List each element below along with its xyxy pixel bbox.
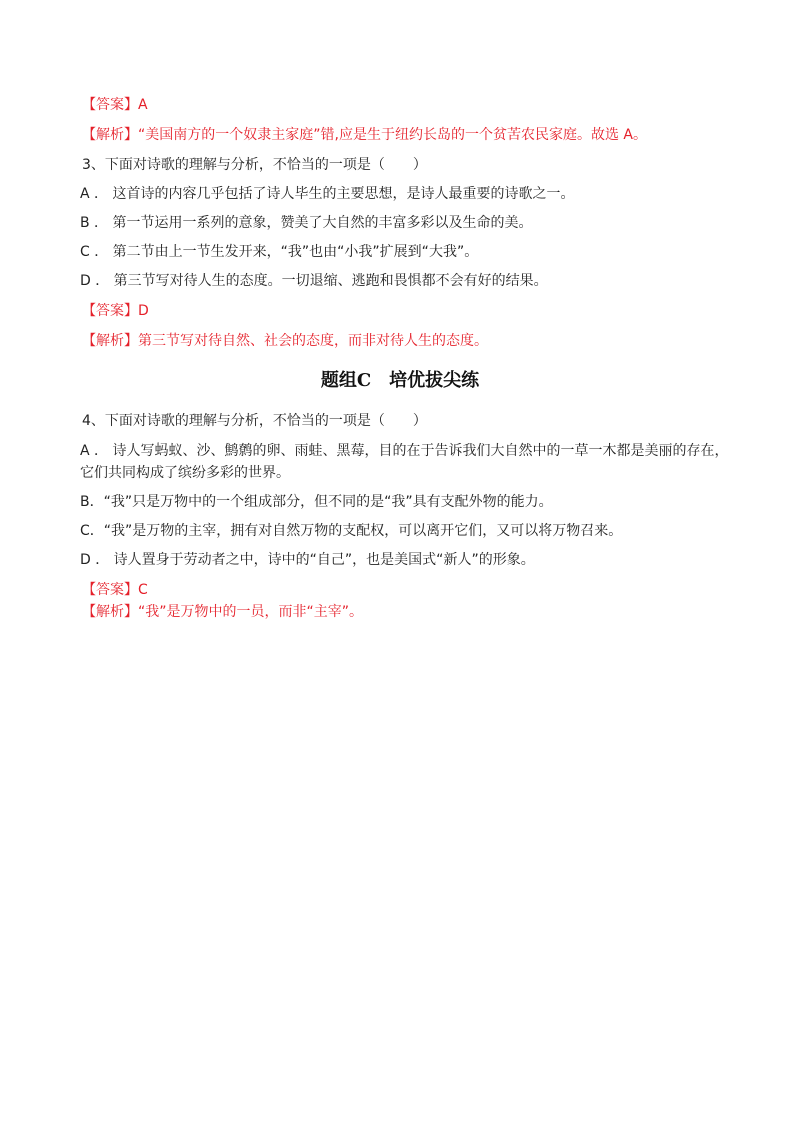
q4-analysis xyxy=(82,601,363,623)
analysis-tag: 【解析】 xyxy=(82,604,138,620)
q4-option-a-cont: 它们共同构成了缤纷多彩的世界。 xyxy=(80,465,290,481)
q3-question: 3、下面对诗歌的理解与分析，不恰当的一项是（ ） xyxy=(82,157,427,173)
q4-option-b: B．“我”只是万物中的一个组成部分，但不同的是“我”具有支配外物的能力。 xyxy=(80,494,553,510)
answer-value: A xyxy=(138,97,148,113)
analysis-text: “我”是万物中的一员，而非“主宰”。 xyxy=(138,604,364,620)
q3-analysis xyxy=(82,330,488,352)
q2-answer xyxy=(82,94,148,116)
analysis-tag: 【解析】 xyxy=(82,127,138,143)
analysis-text: 第三节写对待自然、社会的态度，而非对待人生的态度。 xyxy=(138,333,488,349)
q4-option-d: D ． 诗人置身于劳动者之中，诗中的“自己”，也是美国式“新人”的形象。 xyxy=(80,552,535,568)
q4-question: 4、下面对诗歌的理解与分析，不恰当的一项是（ ） xyxy=(82,413,427,429)
answer-value: D xyxy=(138,303,149,319)
q2-analysis xyxy=(82,124,647,146)
q4-option-a: A ． 诗人写蚂蚁、沙、鹪鹩的卵、雨蛙、黑莓，目的在于告诉我们大自然中的一草一木都是美丽的存在， xyxy=(80,443,729,459)
q4-option-c: C．“我”是万物的主宰，拥有对自然万物的支配权，可以离开它们，又可以将万物召来。 xyxy=(80,523,623,539)
q3-option-c: C ． 第二节由上一节生发开来，“我”也由“小我”扩展到“大我”。 xyxy=(80,244,479,260)
analysis-text: “美国南方的一个奴隶主家庭”错,应是生于纽约长岛的一个贫苦农民家庭。故选 A。 xyxy=(138,127,647,143)
answer-tag: 【答案】 xyxy=(82,582,138,598)
answer-value: C xyxy=(138,582,148,598)
answer-tag: 【答案】 xyxy=(82,97,138,113)
q3-option-b: B ． 第一节运用一系列的意象，赞美了大自然的丰富多彩以及生命的美。 xyxy=(80,215,533,231)
section-title: 题组C 培优拔尖练 xyxy=(320,370,480,391)
q3-option-d: D ． 第三节写对待人生的态度。一切退缩、逃跑和畏惧都不会有好的结果。 xyxy=(80,273,548,289)
q4-answer xyxy=(82,579,148,601)
analysis-tag: 【解析】 xyxy=(82,333,138,349)
q3-option-a: A ． 这首诗的内容几乎包括了诗人毕生的主要思想，是诗人最重要的诗歌之一。 xyxy=(80,186,575,202)
q3-answer xyxy=(82,300,149,322)
answer-tag: 【答案】 xyxy=(82,303,138,319)
